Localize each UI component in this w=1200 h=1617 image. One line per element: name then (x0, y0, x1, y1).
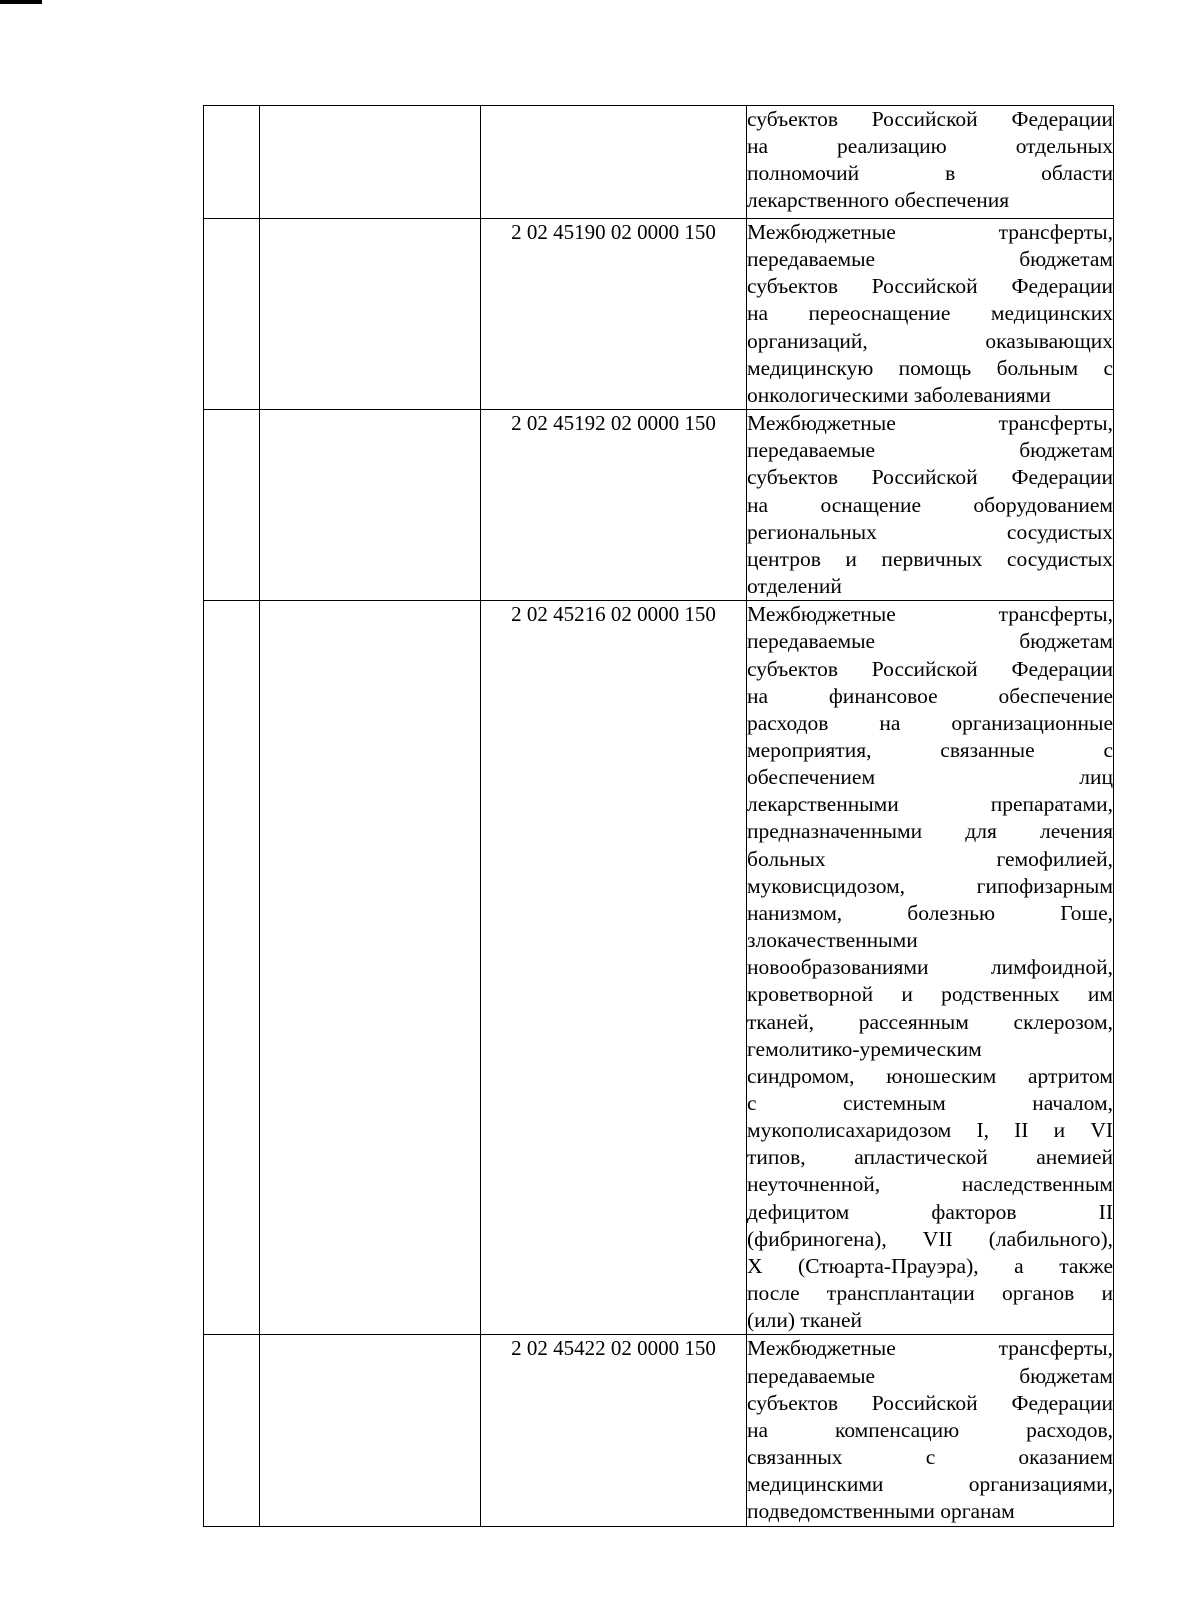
description-line: обеспечением лиц (747, 765, 1113, 790)
description-line: мероприятия, связанные с (747, 737, 1113, 762)
description-line: субъектов Российской Федерации (747, 465, 1113, 490)
description-line: медицинскими организациями, (747, 1472, 1113, 1497)
empty-admin-cell (260, 1335, 481, 1526)
description-line: гемолитико-уремическим (747, 1036, 982, 1061)
table-row (204, 106, 1114, 219)
description-line: кроветворной и родственных им (747, 982, 1113, 1007)
description-line: центров и первичных сосудистых (747, 546, 1113, 571)
empty-admin-cell (260, 106, 481, 219)
empty-number-cell (204, 219, 260, 410)
description-line: неуточненной, наследственным (747, 1172, 1113, 1197)
budget-code-cell (481, 106, 747, 219)
budget-code-cell: 2 02 45216 02 0000 150 (481, 601, 747, 1335)
description-line: больных гемофилией, (747, 846, 1113, 871)
description-line: на оснащение оборудованием (747, 492, 1113, 517)
description-line: субъектов Российской Федерации (747, 1390, 1113, 1415)
description-line: тканей, рассеянным склерозом, (747, 1009, 1113, 1034)
table-row (204, 410, 1114, 601)
description-line: на финансовое обеспечение (747, 683, 1113, 708)
description-line: Межбюджетные трансферты, (747, 411, 1113, 436)
description-line: подведомственными органам (747, 1499, 1015, 1524)
description-line: передаваемые бюджетам (747, 438, 1113, 463)
description-cell (747, 601, 1114, 1335)
description-line: Межбюджетные трансферты, (747, 220, 1113, 244)
description-line: полномочий в области (747, 161, 1113, 186)
description-line: с системным началом, (747, 1091, 1113, 1115)
description-line: на компенсацию расходов, (747, 1417, 1113, 1442)
description-line: организаций, оказывающих (747, 328, 1113, 353)
description-line: отделений (747, 574, 842, 599)
budget-code-cell: 2 02 45422 02 0000 150 (481, 1335, 747, 1526)
description-cell (747, 219, 1114, 410)
empty-number-cell (204, 601, 260, 1335)
description-line: передаваемые бюджетам (747, 629, 1113, 654)
table-body (204, 106, 1114, 1527)
description-line: типов, апластической анемией (747, 1145, 1113, 1170)
description-line: дефицитом факторов II (747, 1199, 1113, 1224)
table-row (204, 1335, 1114, 1526)
description-line: субъектов Российской Федерации (747, 274, 1113, 299)
description-line: субъектов Российской Федерации (747, 656, 1113, 681)
table-row (204, 219, 1114, 410)
description-line: связанных с оказанием (747, 1445, 1113, 1470)
empty-number-cell (204, 1335, 260, 1526)
empty-admin-cell (260, 219, 481, 410)
description-line: муковисцидозом, гипофизарным (747, 873, 1113, 898)
empty-number-cell (204, 106, 260, 219)
scan-edge-mark (0, 0, 42, 4)
description-line: медицинскую помощь больным с (747, 355, 1113, 380)
description-line: онкологическими заболеваниями (747, 382, 1051, 407)
empty-admin-cell (260, 410, 481, 601)
description-line: злокачественными (747, 928, 918, 953)
description-cell (747, 1335, 1114, 1526)
description-line: синдромом, юношеским артритом (747, 1063, 1113, 1088)
description-line: передаваемые бюджетам (747, 247, 1113, 272)
empty-number-cell (204, 410, 260, 601)
budget-code-cell: 2 02 45192 02 0000 150 (481, 410, 747, 601)
empty-admin-cell (260, 601, 481, 1335)
description-line: на переоснащение медицинских (747, 301, 1113, 326)
description-line: мукополисахаридозом I, II и VI (747, 1118, 1113, 1143)
description-line: предназначенными для лечения (747, 819, 1113, 844)
description-line: расходов на организационные (747, 710, 1113, 735)
description-line: лекарственными препаратами, (747, 792, 1113, 817)
description-line: субъектов Российской Федерации (747, 107, 1113, 131)
description-line: новообразованиями лимфоидной, (747, 955, 1113, 980)
description-line: лекарственного обеспечения (747, 188, 1010, 213)
description-line: региональных сосудистых (747, 519, 1113, 544)
budget-code-cell: 2 02 45190 02 0000 150 (481, 219, 747, 410)
description-line: после трансплантации органов и (747, 1281, 1113, 1306)
description-line: Межбюджетные трансферты, (747, 1336, 1113, 1361)
description-line: X (Стюарта-Прауэра), а также (747, 1253, 1113, 1278)
description-cell (747, 106, 1114, 219)
table-row (204, 601, 1114, 1335)
description-cell (747, 410, 1114, 601)
description-line: нанизмом, болезнью Гоше, (747, 900, 1113, 925)
description-line: передаваемые бюджетам (747, 1363, 1113, 1388)
description-line: Межбюджетные трансферты, (747, 602, 1113, 627)
description-line: (фибриногена), VII (лабильного), (747, 1226, 1113, 1251)
description-line: на реализацию отдельных (747, 134, 1113, 159)
description-line: (или) тканей (747, 1308, 863, 1333)
budget-classification-table (203, 105, 1114, 1527)
